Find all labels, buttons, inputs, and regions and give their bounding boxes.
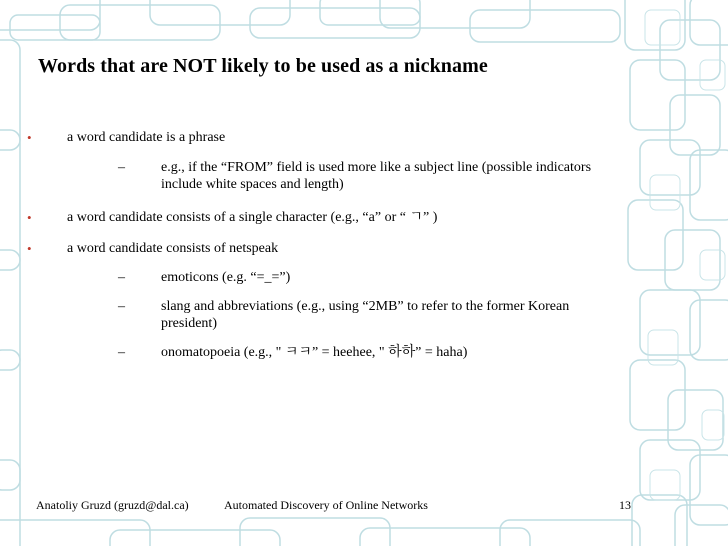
footer-author: Anatoliy Gruzd (gruzd@dal.ca)	[36, 498, 189, 512]
bullet-text: a word candidate is a phrase	[67, 130, 226, 145]
bullet-dot: •	[27, 241, 32, 256]
sub-bullet-dash: –	[118, 160, 125, 175]
bullet-text: a word candidate consists of netspeak	[67, 241, 279, 256]
sub-bullet-text: e.g., if the “FROM” field is used more like a subject line (possible indicators include white spaces and length)	[161, 160, 592, 192]
bullet-dot: •	[27, 130, 32, 145]
sub-bullet-text: onomatopoeia (e.g., " ㅋㅋ” = heehee, " 하하” = haha)	[161, 345, 468, 360]
slide-title: Words that are NOT likely to be used as a nickname	[38, 55, 488, 77]
bullet-text: a word candidate consists of a single character (e.g., “a” or “ ㄱ” )	[67, 210, 438, 225]
bullet-dot: •	[27, 210, 32, 225]
sub-bullet-text: slang and abbreviations (e.g., using “2MB” to refer to the former Korean president)	[161, 299, 570, 331]
sub-bullet-dash: –	[118, 299, 125, 314]
sub-bullet-dash: –	[118, 345, 125, 360]
footer-page-number: 13	[619, 498, 631, 512]
footer-course: Automated Discovery of Online Networks	[224, 498, 428, 512]
sub-bullet-text: emoticons (e.g. “=_=”)	[161, 270, 291, 285]
sub-bullet-dash: –	[118, 270, 125, 285]
